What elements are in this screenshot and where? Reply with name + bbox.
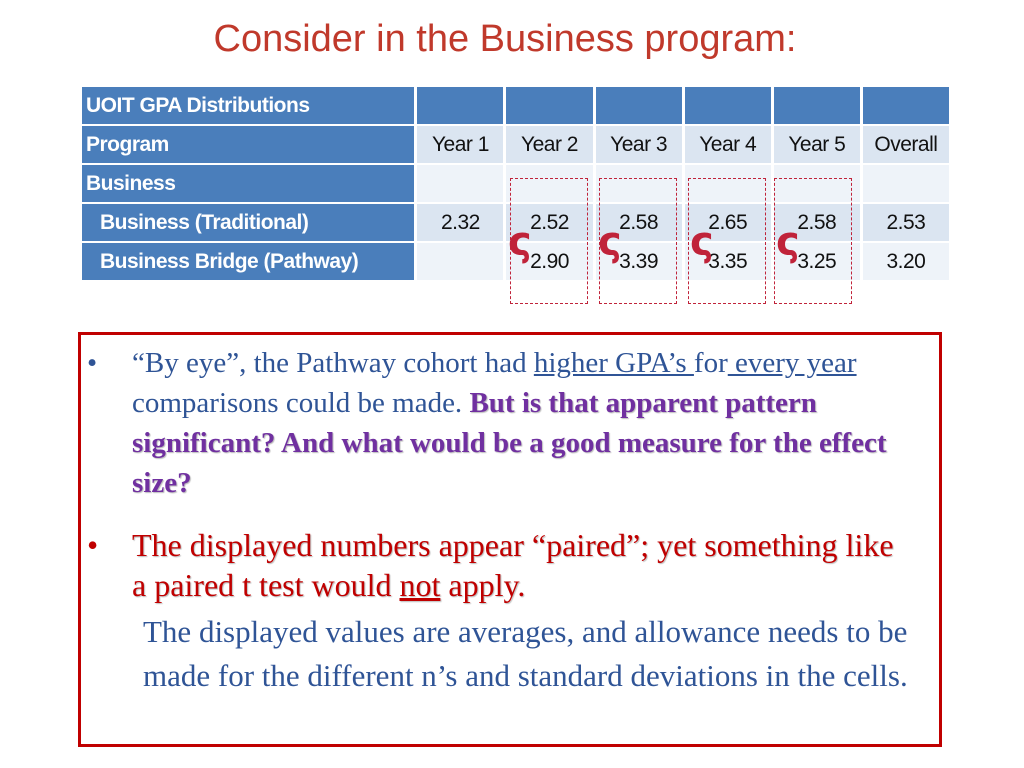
brace-icon: ς xyxy=(508,219,532,265)
column-header-program: Program xyxy=(82,126,417,165)
bullet-point xyxy=(87,343,932,503)
table-cell: 2.65 xyxy=(685,204,774,243)
question-text: But is that apparent pattern significant? And what would be a good measure for the effect size? xyxy=(132,387,887,499)
table-cell: 2.52 xyxy=(506,204,595,243)
slide-title: Consider in the Business program: xyxy=(213,18,797,60)
explanation-text: The displayed values are averages, and allowance needs to be made for the different n’s and standard deviations in the cells. xyxy=(143,614,908,693)
table-cell: 2.58 xyxy=(774,204,863,243)
bullet-text: The displayed numbers appear “paired”; yet something like a paired t test would not apply. xyxy=(132,527,894,603)
table-cell: 3.35 xyxy=(685,243,774,282)
column-header: Year 3 xyxy=(596,126,685,165)
bullet-text: “By eye”, the Pathway cohort had higher GPA’s for every year comparisons could be made. But is that apparent pattern significant? And what would be a good measure for the effect size? xyxy=(132,347,887,499)
brace-icon: ς xyxy=(690,219,714,265)
bullet-point xyxy=(87,525,912,605)
discussion-box xyxy=(78,332,942,747)
group-label: Business xyxy=(82,165,417,204)
column-header: Year 4 xyxy=(685,126,774,165)
bullet-icon: • xyxy=(87,347,98,379)
column-header: Overall xyxy=(863,126,952,165)
column-header: Year 5 xyxy=(774,126,863,165)
table-title: UOIT GPA Distributions xyxy=(82,87,417,126)
table-cell: 2.53 xyxy=(863,204,952,243)
table-title-row xyxy=(82,87,952,126)
column-header: Year 1 xyxy=(417,126,506,165)
bullet-icon: • xyxy=(87,527,99,563)
table-header-row xyxy=(82,126,952,165)
brace-icon: ς xyxy=(776,219,800,265)
table-cell: 3.20 xyxy=(863,243,952,282)
table-cell: 2.58 xyxy=(596,204,685,243)
table-cell: 3.39 xyxy=(596,243,685,282)
table-cell: 2.90 xyxy=(506,243,595,282)
brace-icon: ς xyxy=(598,219,622,265)
row-label: Business Bridge (Pathway) xyxy=(82,243,417,282)
row-label: Business (Traditional) xyxy=(82,204,417,243)
column-header: Year 2 xyxy=(506,126,595,165)
table-cell: 3.25 xyxy=(774,243,863,282)
table-cell xyxy=(417,243,506,282)
table-cell: 2.32 xyxy=(417,204,506,243)
